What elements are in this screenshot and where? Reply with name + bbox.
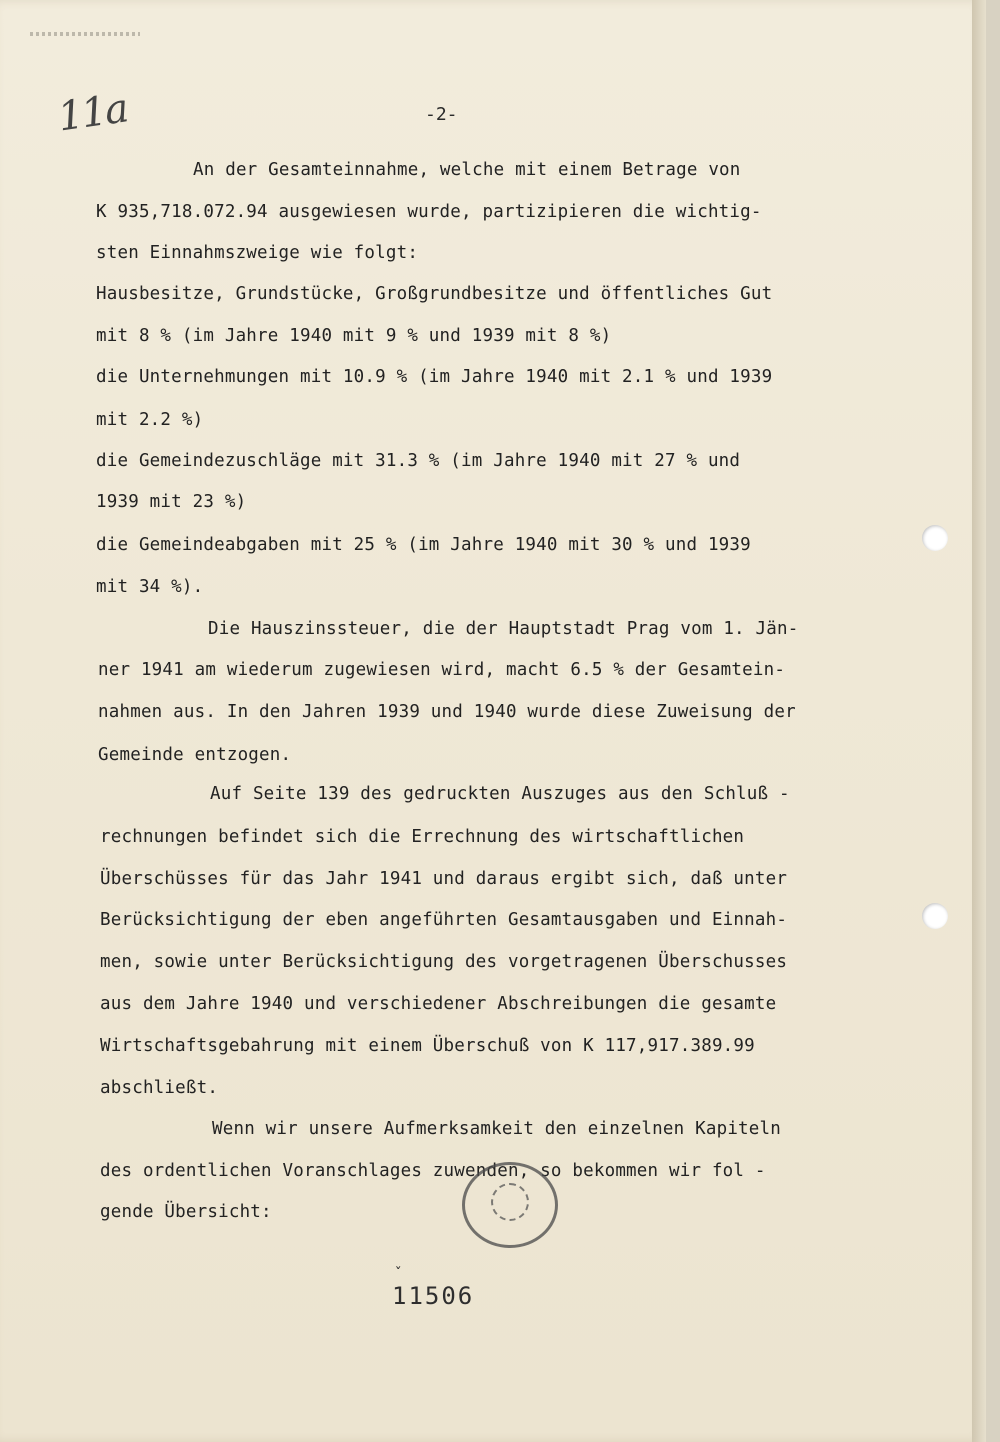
archive-caron: ˇ <box>394 1266 403 1282</box>
text-line: abschließt. <box>100 1078 219 1098</box>
text-line: Wenn wir unsere Aufmerksamkeit den einzelnen Kapiteln <box>212 1119 782 1139</box>
handwritten-note: 11a <box>55 85 130 141</box>
text-line: mit 8 % (im Jahre 1940 mit 9 % und 1939 mit 8 %) <box>96 326 612 346</box>
text-line: Gemeinde entzogen. <box>98 745 292 765</box>
text-line: gende Übersicht: <box>100 1202 272 1222</box>
print-smudge <box>30 32 140 36</box>
archive-number: 11506 <box>392 1282 475 1310</box>
text-line: aus dem Jahre 1940 und verschiedener Abschreibungen die gesamte <box>100 994 777 1014</box>
text-line: die Gemeindeabgaben mit 25 % (im Jahre 1940 mit 30 % und 1939 <box>96 535 751 555</box>
page-edge <box>972 0 986 1442</box>
text-line: nahmen aus. In den Jahren 1939 und 1940 wurde diese Zuweisung der <box>98 702 796 722</box>
text-line: Die Hauszinssteuer, die der Hauptstadt Prag vom 1. Jän- <box>208 619 799 639</box>
text-line: Wirtschaftsgebahrung mit einem Überschuß von K 117,917.389.99 <box>100 1036 755 1056</box>
text-line: des ordentlichen Voranschlages zuwenden, so bekommen wir fol - <box>100 1161 766 1181</box>
text-line: men, sowie unter Berücksichtigung des vorgetragenen Überschusses <box>100 952 788 972</box>
text-line: rechnungen befindet sich die Errechnung des wirtschaftlichen <box>100 827 745 847</box>
text-line: mit 2.2 %) <box>96 410 204 430</box>
text-line: Überschüsses für das Jahr 1941 und daraus ergibt sich, daß unter <box>100 869 788 889</box>
text-line: Auf Seite 139 des gedruckten Auszuges aus den Schluß - <box>210 784 790 804</box>
page-number: -2- <box>425 104 458 125</box>
punch-hole-top <box>922 525 948 551</box>
text-line: die Gemeindezuschläge mit 31.3 % (im Jahre 1940 mit 27 % und <box>96 451 741 471</box>
text-line: Berücksichtigung der eben angeführten Gesamtausgaben und Einnah- <box>100 910 788 930</box>
text-line: 1939 mit 23 %) <box>96 492 247 512</box>
text-line: mit 34 %). <box>96 577 204 597</box>
text-line: ner 1941 am wiederum zugewiesen wird, macht 6.5 % der Gesamtein- <box>98 660 786 680</box>
text-line: sten Einnahmszweige wie folgt: <box>96 243 419 263</box>
text-line: K 935,718.072.94 ausgewiesen wurde, partizipieren die wichtig- <box>96 202 762 222</box>
text-line: Hausbesitze, Grundstücke, Großgrundbesitze und öffentliches Gut <box>96 284 773 304</box>
text-line: die Unternehmungen mit 10.9 % (im Jahre 1940 mit 2.1 % und 1939 <box>96 367 773 387</box>
text-line: An der Gesamteinnahme, welche mit einem Betrage von <box>193 160 741 180</box>
punch-hole-bottom <box>922 903 948 929</box>
archive-stamp-icon <box>462 1162 558 1248</box>
